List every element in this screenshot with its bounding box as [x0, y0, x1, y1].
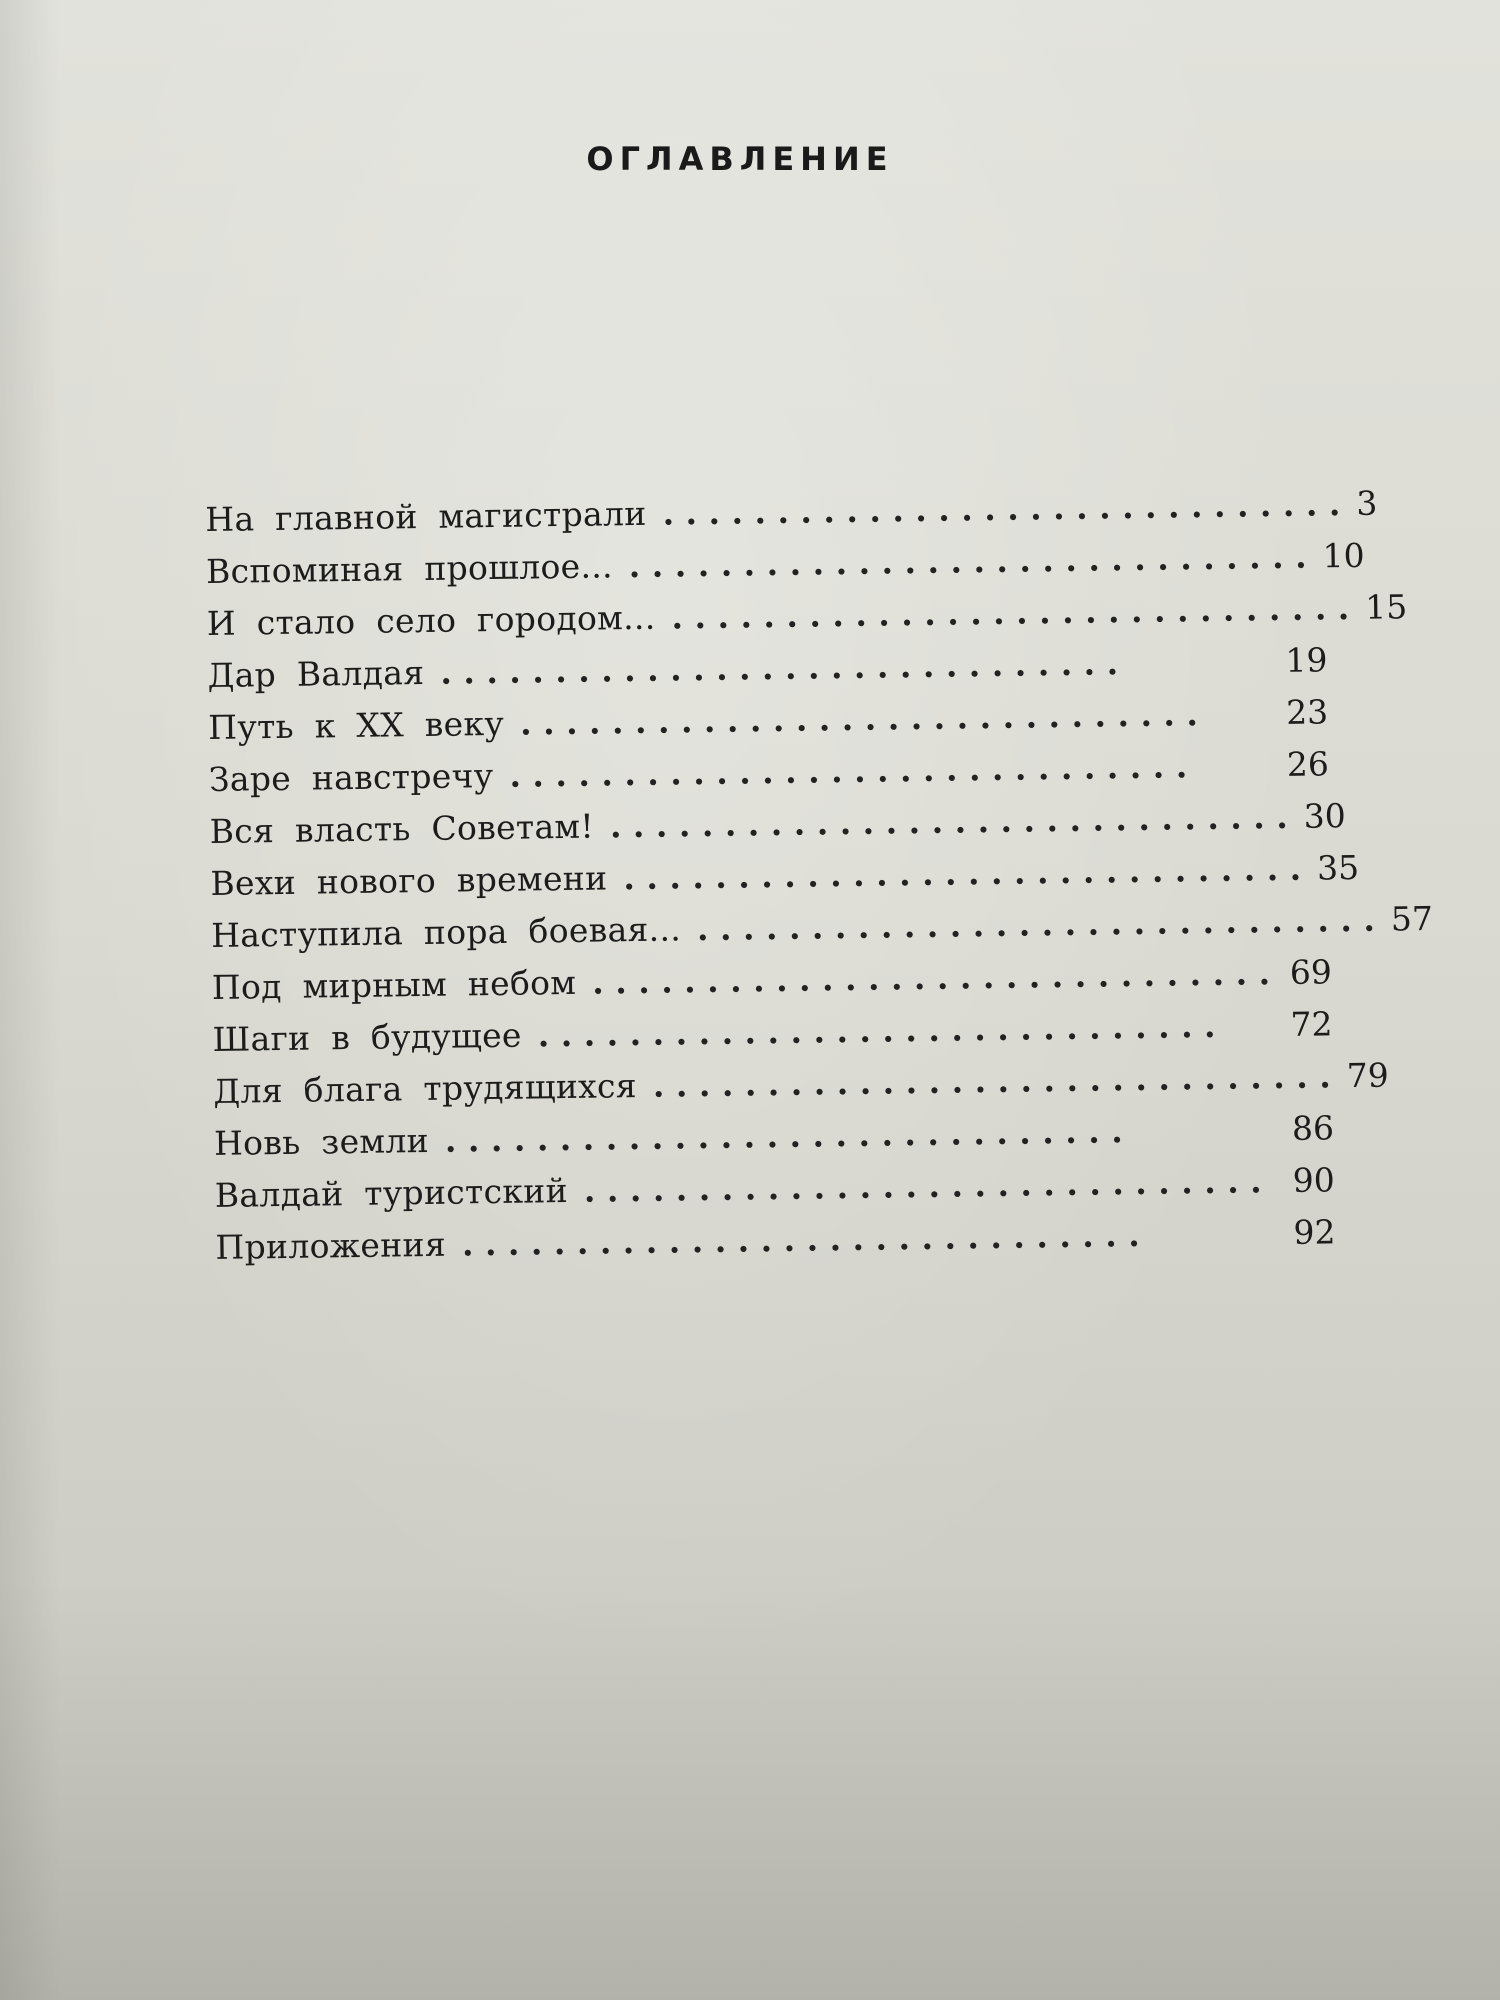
toc-entry-title: Дар Валдая — [207, 652, 425, 695]
toc-entry-page: 10 — [1322, 535, 1365, 576]
toc-entry-title: Вехи нового времени — [210, 858, 608, 903]
toc-entry-title: Под мирным небом — [211, 962, 577, 1007]
toc-entry-page: 23 — [1285, 692, 1329, 732]
toc-dot-leader: . . . . . . . . . . . . . . . . . . . . . . . . . . . . . . — [652, 1056, 1331, 1105]
toc-dot-leader: . . . . . . . . . . . . . . . . . . . . . . . . . . . . . . — [662, 484, 1341, 533]
page-shadow-bottom — [0, 1580, 1500, 2000]
toc-entry-page: 15 — [1364, 587, 1408, 627]
page-title: ОГЛАВЛЕНИЕ — [586, 140, 894, 178]
toc-entry-page: 90 — [1292, 1160, 1335, 1200]
toc-dot-leader: . . . . . . . . . . . . . . . . . . . . . . . . . . . . . . — [609, 796, 1288, 846]
toc-entry-page: 30 — [1303, 796, 1346, 836]
toc-entry-title: Валдай туристский — [214, 1171, 569, 1215]
toc-entry-title: Новь земли — [213, 1120, 430, 1163]
toc-entry-page: 26 — [1286, 744, 1330, 784]
toc-entry-title: Шаги в будущее — [212, 1015, 522, 1059]
toc-entry-title: Путь к XX веку — [207, 703, 505, 747]
toc-entry-page: 72 — [1290, 1004, 1333, 1044]
toc-dot-leader: . . . . . . . . . . . . . . . . . . . . . . . . . . . . . . — [444, 1111, 1123, 1160]
toc-entry-title: Для блага трудящихся — [213, 1066, 638, 1111]
toc-entry-page: 57 — [1390, 898, 1434, 939]
toc-entry-title: Заре навстречу — [208, 756, 494, 799]
toc-entry-page: 19 — [1285, 640, 1328, 680]
toc-entry-title: И стало село городом... — [206, 597, 656, 643]
toc-dot-leader: . . . . . . . . . . . . . . . . . . . . . . . . . . . . . . — [440, 643, 1119, 692]
toc-dot-leader: . . . . . . . . . . . . . . . . . . . . . . . . . . . . . . — [696, 899, 1376, 949]
toc-dot-leader: . . . . . . . . . . . . . . . . . . . . . . . . . . . . . . — [628, 536, 1307, 586]
toc-entry-page: 3 — [1356, 483, 1378, 523]
toc-entry-title: Вся власть Советам! — [209, 806, 595, 851]
toc-entry-page: 79 — [1346, 1055, 1389, 1096]
toc-entry-page: 69 — [1289, 952, 1333, 992]
toc-dot-leader: . . . . . . . . . . . . . . . . . . . . . . . . . . . . . . — [537, 1005, 1216, 1055]
toc-dot-leader: . . . . . . . . . . . . . . . . . . . . . . . . . . . . . . — [461, 1215, 1140, 1264]
toc-entry-page: 86 — [1291, 1108, 1335, 1148]
toc-dot-leader: . . . . . . . . . . . . . . . . . . . . . . . . . . . . . . — [591, 953, 1271, 1002]
toc-dot-leader: . . . . . . . . . . . . . . . . . . . . . . . . . . . . . . — [623, 848, 1302, 898]
toc-dot-leader: . . . . . . . . . . . . . . . . . . . . . . . . . . . . . . — [519, 694, 1199, 743]
toc-entry-page: 35 — [1316, 847, 1360, 888]
toc-dot-leader: . . . . . . . . . . . . . . . . . . . . . . . . . . . . . . — [583, 1161, 1262, 1210]
toc-entry-title: Вспоминая прошлое... — [205, 546, 614, 591]
toc-dot-leader: . . . . . . . . . . . . . . . . . . . . . . . . . . . . . . — [509, 746, 1188, 795]
toc-entry-title: Наступила пора боевая... — [210, 909, 682, 955]
toc-entry-title: Приложения — [215, 1224, 447, 1267]
toc-dot-leader: . . . . . . . . . . . . . . . . . . . . . . . . . . . . . . — [671, 588, 1350, 637]
table-of-contents — [205, 478, 1434, 1274]
toc-entry-title: На главной магистрали — [205, 493, 647, 539]
toc-entry-page: 92 — [1293, 1212, 1336, 1252]
